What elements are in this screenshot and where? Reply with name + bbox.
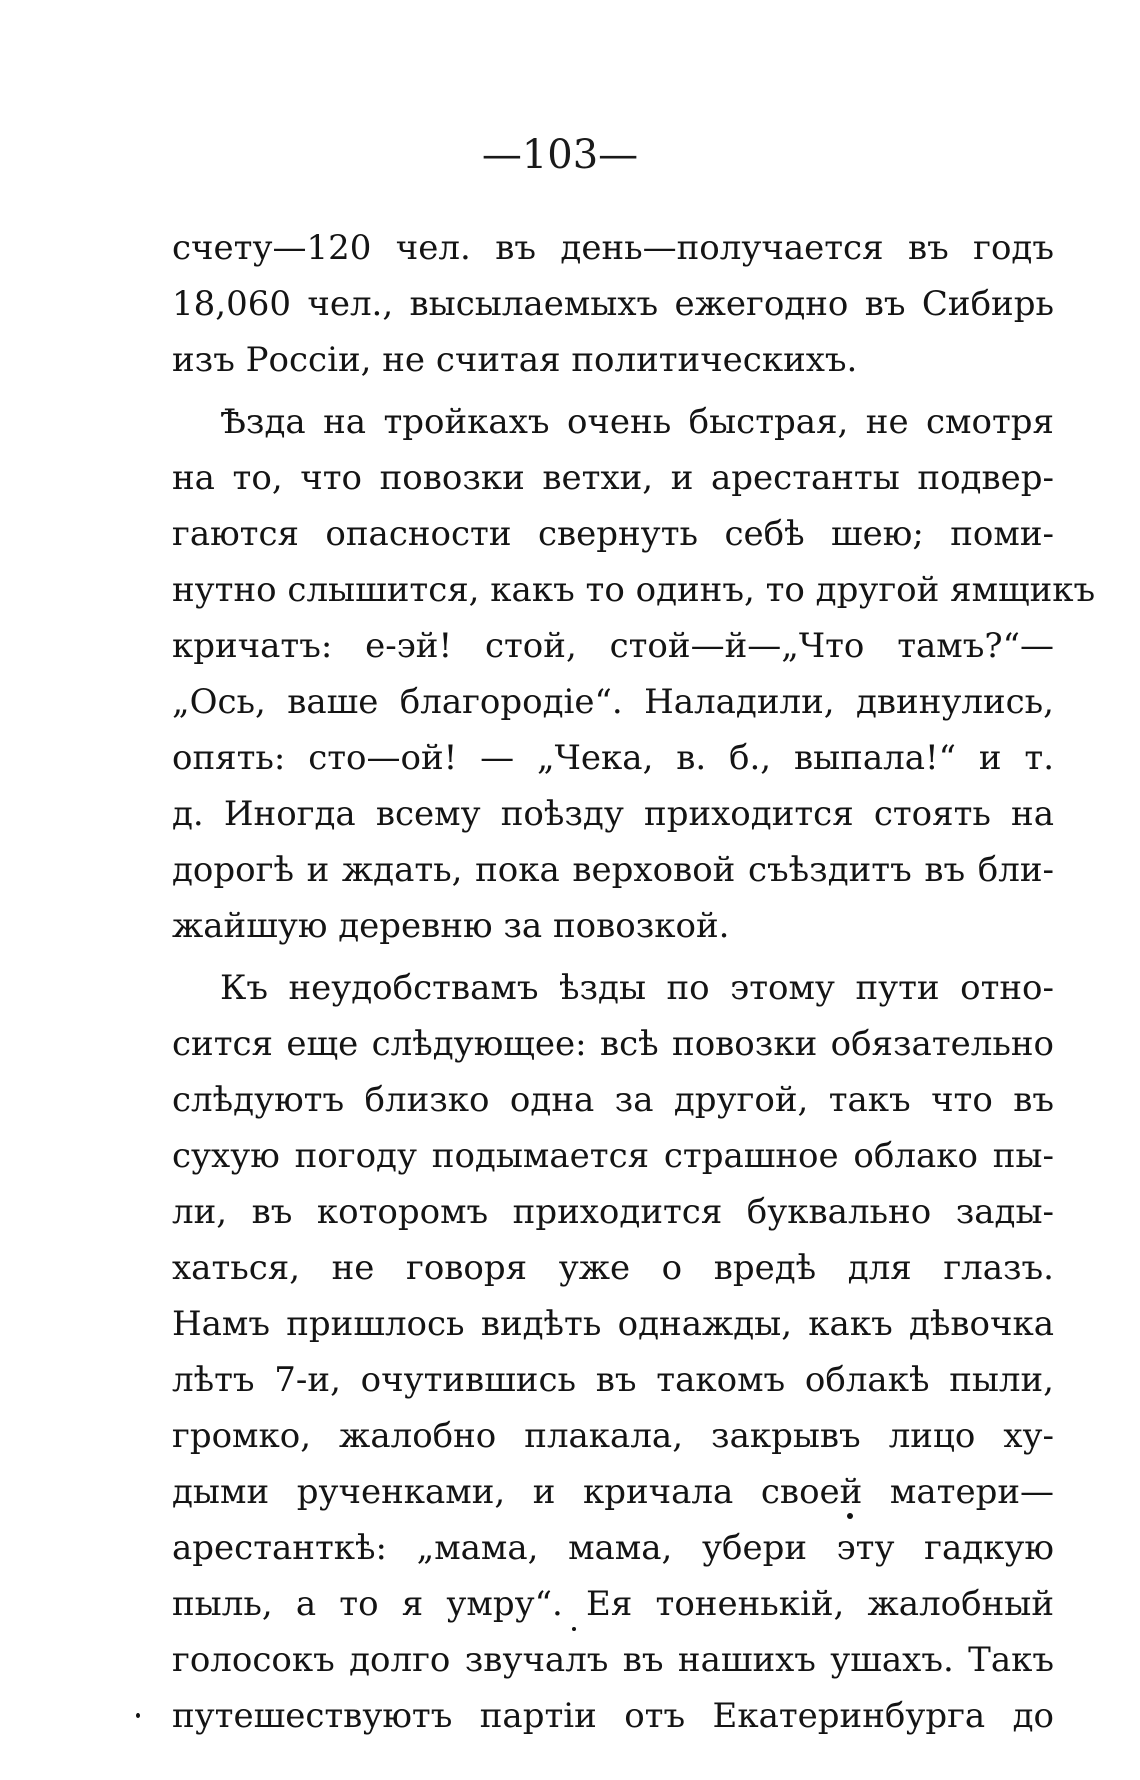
text-line: „Ось, ваше благородіе“. Наладили, двинулись, bbox=[172, 682, 1054, 722]
text-line: гаются опасности свернуть себѣ шею; поми- bbox=[172, 514, 1054, 554]
text-line: кричатъ: е-эй! стой, стой—й—„Что тамъ?“— bbox=[172, 626, 1054, 666]
ink-speck bbox=[847, 1513, 853, 1519]
text-line: хаться, не говоря уже о вредѣ для глазъ. bbox=[172, 1248, 1054, 1288]
text-line: опять: сто—ой! — „Чека, в. б., выпала!“ и т. bbox=[172, 738, 1054, 778]
text-line: 18,060 чел., высылаемыхъ ежегодно въ Сибирь bbox=[172, 284, 1054, 324]
text-line: Ѣзда на тройкахъ очень быстрая, не смотря bbox=[220, 402, 1054, 442]
text-line: пыль, а то я умру“. Ея тоненькій, жалобный bbox=[172, 1584, 1054, 1624]
text-line: д. Иногда всему поѣзду приходится стоять на bbox=[172, 794, 1054, 834]
text-line: сится еще слѣдующее: всѣ повозки обязательно bbox=[172, 1024, 1054, 1064]
text-line: сухую погоду подымается страшное облако пы- bbox=[172, 1136, 1054, 1176]
text-line: слѣдуютъ близко одна за другой, такъ что въ bbox=[172, 1080, 1054, 1120]
text-line: голосокъ долго звучалъ въ нашихъ ушахъ. Такъ bbox=[172, 1640, 1054, 1680]
paragraph bbox=[172, 394, 1096, 954]
paragraph bbox=[172, 220, 1054, 388]
text-line: на то, что повозки ветхи, и арестанты подвер- bbox=[172, 458, 1054, 498]
text-line: Намъ пришлось видѣть однажды, какъ дѣвочка bbox=[172, 1304, 1054, 1344]
text-line: путешествуютъ партіи отъ Екатеринбурга до bbox=[172, 1696, 1054, 1736]
text-line: громко, жалобно плакала, закрывъ лицо ху- bbox=[172, 1416, 1054, 1456]
paragraph bbox=[172, 960, 1054, 1744]
text-line: Къ неудобствамъ ѣзды по этому пути отно- bbox=[220, 968, 1054, 1008]
text-line: дорогѣ и ждать, пока верховой съѣздитъ въ бли- bbox=[172, 850, 1054, 890]
ink-speck bbox=[572, 1627, 576, 1631]
text-line: счету—120 чел. въ день—получается въ годъ bbox=[172, 228, 1054, 268]
text-line: арестанткѣ: „мама, мама, убери эту гадкую bbox=[172, 1528, 1054, 1568]
text-line: ли, въ которомъ приходится буквально зады- bbox=[172, 1192, 1054, 1232]
text-line: нутно слышится, какъ то одинъ, то другой ямщикъ bbox=[172, 570, 1096, 610]
text-line: изъ Россіи, не считая политическихъ. bbox=[172, 340, 858, 380]
text-line: жайшую деревню за повозкой. bbox=[172, 906, 730, 946]
text-line: дыми рученками, и кричала своей матери— bbox=[172, 1472, 1054, 1512]
ink-speck bbox=[136, 1713, 140, 1718]
page-number: —103— bbox=[481, 132, 639, 178]
text-line: лѣтъ 7-и, очутившись въ такомъ облакѣ пыли, bbox=[172, 1360, 1054, 1400]
body-text bbox=[172, 220, 1096, 1744]
